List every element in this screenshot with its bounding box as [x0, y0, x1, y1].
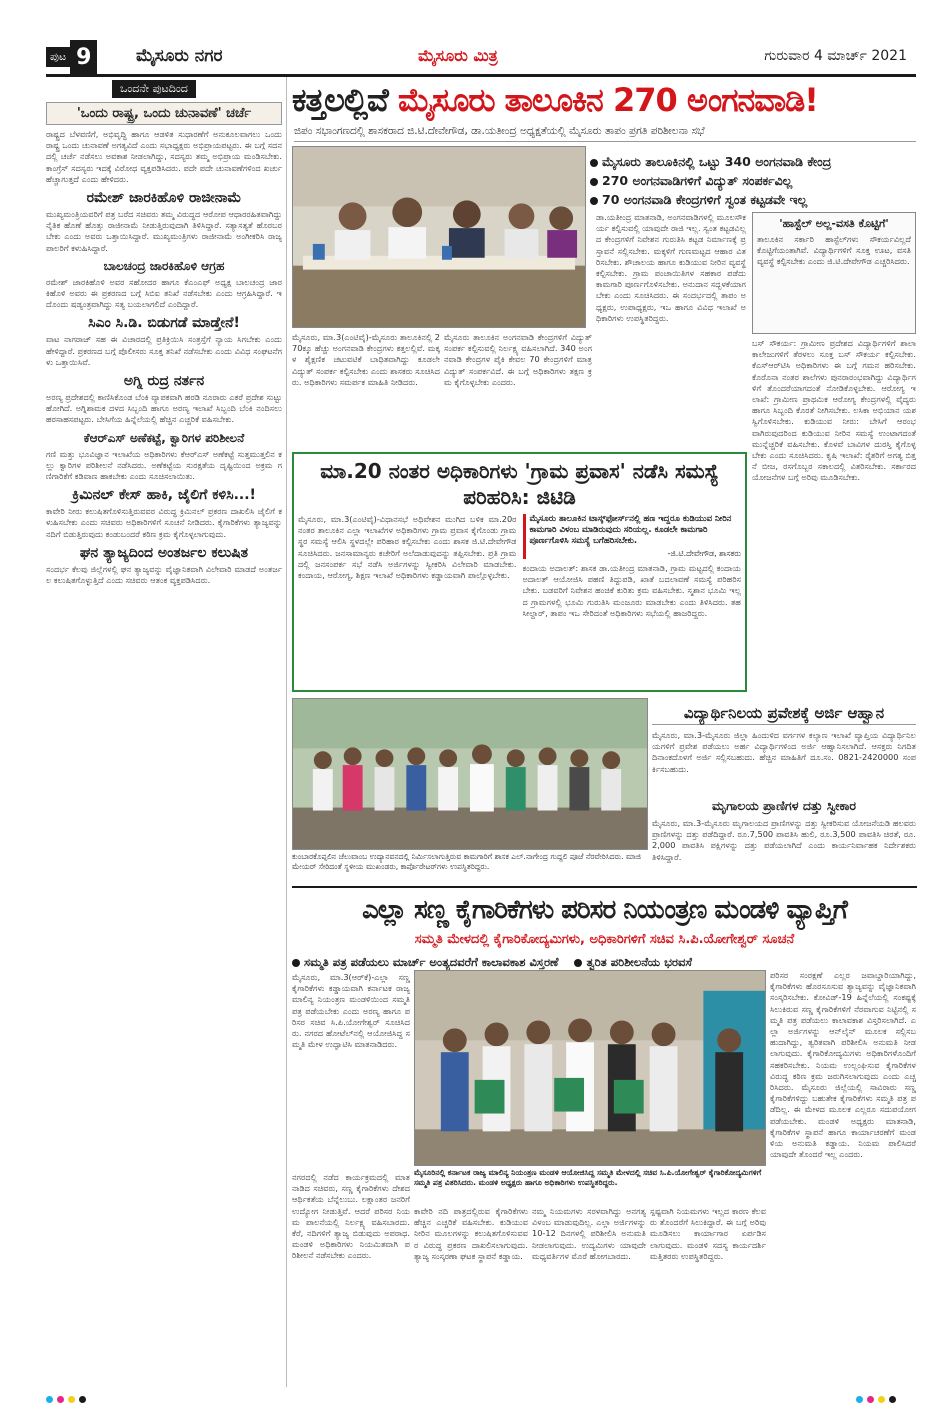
left-subhead-1: ರಮೇಶ್ ಜಾರಕಿಹೊಳಿ ರಾಜೀನಾಮೆ — [86, 190, 242, 207]
pollution-story-col-4: ನಮ್ಮ ನಿಯಮಗಳು ಸರಳವಾಗಿದ್ದು ಅನಗತ್ಯ ವಿಳಂಬ ಮಾಡುವುದಿಲ್ಲ. ಎಲ್ಲಾ ಅರ್ಜಿಗಳನ್ನು 10-12 ದಿನಗಳಲ್ಲಿ ಪರಿಶೀಲಿಸಿ ಅನುಮತಿ ನೀಡಲಾಗುವುದು. ಉದ್ಯಮಿಗಳು ಯಾವುದೇ ಮಧ್ಯವರ್ತಿಗಳ ಮೊರೆ ಹೋಗಬಾರದು. — [532, 1206, 646, 1261]
pollution-subline: ಸಮ್ಮತಿ ಮೇಳದಲ್ಲಿ ಕೈಗಾರಿಕೋದ್ಯಮಿಗಳು, ಅಧಿಕಾರಿಗಳಿಗೆ ಸಚಿವ ಸಿ.ಪಿ.ಯೋಗೇಶ್ವರ್ ಸೂಚನೆ — [414, 932, 795, 947]
pollution-bullets — [292, 952, 917, 971]
box-col-2-text: ಕಂದಾಯ ಅದಾಲತ್: ಶಾಸಕ ಡಾ.ಯತೀಂದ್ರ ಮಾತನಾಡಿ, ಗ್ರಾಮ ಮಟ್ಟದಲ್ಲಿ ಕಂದಾಯ ಅದಾಲತ್ ಆಯೋಜಿಸಿ ಪಹಣಿ ತಿದ್ದುಪಡಿ, ಖಾತೆ ಬದಲಾವಣೆ ಸಮಸ್ಯೆ ಪರಿಹರಿಸಬೇಕು. ಬಡವರಿಗೆ ನಿವೇಶನ ಹಂಚಿಕೆ ಕುರಿತು ಕ್ರಮ ವಹಿಸಬೇಕು. ಸ್ಮಶಾನ ಭೂಮಿ ಇಲ್ಲದ ಗ್ರಾಮಗಳಲ್ಲಿ ಭೂಮಿ ಗುರುತಿಸಿ ಮಂಜೂರು ಮಾಡಬೇಕು ಎಂದು ತಿಳಿಸಿದರು. ತಹಸೀಲ್ದಾರ್, ತಾಪಂ ಇಒ ಸೇರಿದಂತೆ ಅಧಿಕಾರಿಗಳು ಸಭೆಯಲ್ಲಿ ಹಾಜರಿದ್ದರು. — [522, 563, 741, 618]
lead-story-col-4: ಬಸ್ ಸೌಕರ್ಯ: ಗ್ರಾಮೀಣ ಪ್ರದೇಶದ ವಿದ್ಯಾರ್ಥಿಗಳಿಗೆ ಶಾಲಾ ಕಾಲೇಜುಗಳಿಗೆ ತೆರಳಲು ಸೂಕ್ತ ಬಸ್ ಸೌಕರ್ಯ ಕಲ್ಪಿಸಬೇಕು. ಕೆಎಸ್‌ಆರ್‌ಟಿಸಿ ಅಧಿಕಾರಿಗಳು ಈ ಬಗ್ಗೆ ಗಮನ ಹರಿಸಬೇಕು. ಕೊರೊನಾ ನಂತರ ಶಾಲೆಗಳು ಪುನರಾರಂಭವಾಗಿದ್ದು ವಿದ್ಯಾರ್ಥಿಗಳಿಗೆ ತೊಂದರೆಯಾಗದಂತೆ ನೋಡಿಕೊಳ್ಳಬೇಕು. ಆರೋಗ್ಯ ಇಲಾಖೆ: ಗ್ರಾಮೀಣ ಪ್ರಾಥಮಿಕ ಆರೋಗ್ಯ ಕೇಂದ್ರಗಳಲ್ಲಿ ವೈದ್ಯರು ಹಾಗೂ ಸಿಬ್ಬಂದಿ ಕೊರತೆ ನೀಗಿಸಬೇಕು. ಲಸಿಕಾ ಅಭಿಯಾನ ಯಶಸ್ವಿಗೊಳಿಸಬೇಕು. ಕುಡಿಯುವ ನೀರು: ಬೇಸಿಗೆ ಆರಂಭವಾಗಿರುವುದರಿಂದ ಕುಡಿಯುವ ನೀರಿನ ಸಮಸ್ಯೆ ಉಂಟಾಗದಂತೆ ಮುನ್ನೆಚ್ಚರಿಕೆ ವಹಿಸಬೇಕು. ಕೊಳವೆ ಬಾವಿಗಳ ದುರಸ್ತಿ ಕೈಗೊಳ್ಳಬೇಕು ಎಂದು ಸೂಚಿಸಿದರು. ಕೃಷಿ ಇಲಾಖೆ: ರೈತರಿಗೆ ಅಗತ್ಯ ಬಿತ್ತನೆ ಬೀಜ, ರಸಗೊಬ್ಬರ ಸಕಾಲದಲ್ಲಿ ವಿತರಿಸಬೇಕು. ಸರ್ಕಾರದ ಯೋಜನೆಗಳ ಬಗ್ಗೆ ಅರಿವು ಮೂಡಿಸಬೇಕು. — [752, 338, 916, 483]
pollution-story-col-1: ಮೈಸೂರು, ಮಾ.3(ಆರ್‌ಕೆ)-ಎಲ್ಲಾ ಸಣ್ಣ ಕೈಗಾರಿಕೆಗಳು ಕಡ್ಡಾಯವಾಗಿ ಕರ್ನಾಟಕ ರಾಜ್ಯ ಮಾಲಿನ್ಯ ನಿಯಂತ್ರಣ ಮಂಡಳಿಯಿಂದ ಸಮ್ಮತಿ ಪತ್ರ ಪಡೆಯಬೇಕು ಎಂದು ಅರಣ್ಯ ಹಾಗೂ ಪರಿಸರ ಸಚಿವ ಸಿ.ಪಿ.ಯೋಗೇಶ್ವರ್ ಸೂಚಿಸಿದರು. ನಗರದ ಹೋಟೆಲ್‌ನಲ್ಲಿ ಆಯೋಜಿಸಿದ್ದ ಸಮ್ಮತಿ ಮೇಳ ಉದ್ಘಾಟಿಸಿ ಮಾತನಾಡಿದರು. — [292, 972, 410, 1050]
left-body-1: ರಾಷ್ಟ್ರದ ಬೆಳವಣಿಗೆ, ಅಭಿವೃದ್ಧಿ ಹಾಗೂ ಆಡಳಿತ ಸುಧಾರಣೆಗೆ ಅನುಕೂಲವಾಗಲು ಒಂದು ರಾಷ್ಟ್ರ ಒಂದು ಚುನಾವಣೆ ಅಗತ್ಯವಿದೆ ಎಂದು ಸಭಾಧ್ಯಕ್ಷರು ಅಭಿಪ್ರಾಯಪಟ್ಟರು. ಈ ಬಗ್ಗೆ ಸದನದಲ್ಲಿ ಚರ್ಚೆ ನಡೆಸಲು ಅವಕಾಶ ನೀಡಲಾಗಿದ್ದು, ಸದಸ್ಯರು ತಮ್ಮ ಅಭಿಪ್ರಾಯ ಮಂಡಿಸಬೇಕು. ಕಾಂಗ್ರೆಸ್ ಸದಸ್ಯರು ಇದಕ್ಕೆ ವಿರೋಧ ವ್ಯಕ್ತಪಡಿಸಿದರು. ಪದೇ ಪದೇ ಚುನಾವಣೆಗಳಿಂದ ಖರ್ಚು ಹೆಚ್ಚಾಗುತ್ತದೆ ಎಂದು ಹೇಳಿದರು. — [46, 129, 282, 184]
bullet-dot-icon — [590, 178, 598, 186]
paper-name: ಮೈಸೂರು ಮಿತ್ರ — [418, 46, 498, 65]
pollution-bullet: ಸಮ್ಮತಿ ಪತ್ರ ಪಡೆಯಲು ಮಾರ್ಚ್ ಅಂತ್ಯದವರೆಗೆ ಕಾಲಾವಕಾಶ ವಿಸ್ತರಣೆ — [292, 952, 558, 971]
hostel-sidebar-text: ತಾಲೂಕಿನ ಸರ್ಕಾರಿ ಹಾಸ್ಟೆಲ್‌ಗಳು ಸೌಕರ್ಯವಿಲ್ಲದೆ ಕೊಟ್ಟಿಗೆಯಂತಾಗಿವೆ. ವಿದ್ಯಾರ್ಥಿಗಳಿಗೆ ಸೂಕ್ತ ಊಟ, ವಸತಿ ವ್ಯವಸ್ಥೆ ಕಲ್ಪಿಸಬೇಕು ಎಂದು ಜಿ.ಟಿ.ದೇವೇಗೌಡ ಎಚ್ಚರಿಸಿದರು. — [757, 234, 911, 267]
left-subhead-3: ಸಿಎಂ ಸಿ.ಡಿ. ಬಿಡುಗಡೆ ಮಾಡ್ತೇನೆ! — [88, 315, 240, 332]
left-column — [46, 77, 282, 1387]
lead-headline-part-b: ಮೈಸೂರು ತಾಲೂಕಿನ 270 ಅಂಗನವಾಡಿ! — [397, 81, 818, 119]
left-subhead-7: ಘನ ತ್ಯಾಜ್ಯದಿಂದ ಅಂತರ್ಜಲ ಕಲುಷಿತ — [79, 544, 249, 561]
left-column-title: 'ಒಂದು ರಾಷ್ಟ್ರ, ಒಂದು ಚುನಾವಣೆ' ಚರ್ಚೆ — [46, 102, 282, 125]
lead-bullets — [590, 152, 917, 209]
zoo-adoption-text: ಮೈಸೂರು, ಮಾ.3-ಮೈಸೂರು ಮೃಗಾಲಯದ ಪ್ರಾಣಿಗಳನ್ನು ದತ್ತು ಸ್ವೀಕರಿಸುವ ಯೋಜನೆಯಡಿ ಹಲವರು ಪ್ರಾಣಿಗಳನ್ನು ದತ್ತು ಪಡೆದಿದ್ದಾರೆ. ರೂ.7,500 ಪಾವತಿಸಿ ಹುಲಿ, ರೂ.3,500 ಪಾವತಿಸಿ ಚಿರತೆ, ರೂ.2,000 ಪಾವತಿಸಿ ಪಕ್ಷಿಗಳನ್ನು ದತ್ತು ಪಡೆಯಲಾಗಿದೆ ಎಂದು ಕಾರ್ಯನಿರ್ವಾಹಕ ನಿರ್ದೇಶಕರು ತಿಳಿಸಿದ್ದಾರೆ. — [652, 818, 916, 862]
box-col-1: ಮೈಸೂರು, ಮಾ.3(ಎಂಟಿವೈ)-ವಿಧಾನಸಭೆ ಅಧಿವೇಶನ ಮುಗಿದ ಬಳಿಕ ಮಾ.20ರ ನಂತರ ತಾಲೂಕಿನ ಎಲ್ಲಾ ಇಲಾಖೆಗಳ ಅಧಿಕಾರಿಗಳು ಗ್ರಾಮ ಪ್ರವಾಸ ಕೈಗೊಂಡು ಗ್ರಾಮಸ್ಥರ ಸಮಸ್ಯೆ ಆಲಿಸಿ ಸ್ಥಳದಲ್ಲೇ ಪರಿಹಾರ ಕಲ್ಪಿಸಬೇಕು ಎಂದು ಶಾಸಕ ಜಿ.ಟಿ.ದೇವೇಗೌಡ ಸೂಚಿಸಿದರು. ಜನಸಾಮಾನ್ಯರು ಕಚೇರಿಗೆ ಅಲೆದಾಡುವುದನ್ನು ತಪ್ಪಿಸಬೇಕು. ಪ್ರತಿ ಗ್ರಾಮದಲ್ಲಿ ಜನಸಂಪರ್ಕ ಸಭೆ ನಡೆಸಿ ಅರ್ಜಿಗಳನ್ನು ಸ್ವೀಕರಿಸಿ ವಿಲೇವಾರಿ ಮಾಡಬೇಕು. ಕಂದಾಯ, ಆರೋಗ್ಯ, ಶಿಕ್ಷಣ ಇಲಾಖೆ ಅಧಿಕಾರಿಗಳು ಕಡ್ಡಾಯವಾಗಿ ಪಾಲ್ಗೊಳ್ಳಬೇಕು. — [298, 514, 517, 581]
bullet-dot-icon — [590, 197, 598, 205]
bullet-dot-icon — [590, 159, 598, 167]
zoo-adoption-headline: ಮೃಗಾಲಯ ಪ್ರಾಣಿಗಳ ದತ್ತು ಸ್ವೀಕಾರ — [711, 798, 857, 813]
lead-story-col-2: ಮೈಸೂರು ತಾಲೂಕಿನ ಅಂಗನವಾಡಿ ಕೇಂದ್ರಗಳಿಗೆ ವಿದ್ಯುತ್ ಸಂಪರ್ಕ ಕಲ್ಪಿಸುವಲ್ಲಿ ನಿರ್ಲಕ್ಷ್ಯ ವಹಿಸಲಾಗಿದೆ. 340 ಅಂಗನವಾಡಿ ಕೇಂದ್ರಗಳ ಪೈಕಿ ಕೇವಲ 70 ಕೇಂದ್ರಗಳಿಗೆ ಮಾತ್ರ ವಿದ್ಯುತ್ ಸಂಪರ್ಕವಿದೆ. ಈ ಬಗ್ಗೆ ಅಧಿಕಾರಿಗಳು ತಕ್ಷಣ ಕ್ರಮ ಕೈಗೊಳ್ಳಬೇಕು ಎಂದರು. — [444, 332, 592, 387]
left-subhead-2: ಬಾಲಚಂದ್ರ ಜಾರಕಿಹೊಳಿ ಆಗ್ರಹ — [103, 258, 225, 273]
bullet-dot-icon — [574, 959, 582, 967]
left-body-4: ವಾಟ ನಾಗರಾಜ್ ಸಹ ಈ ವಿಚಾರದಲ್ಲಿ ಪ್ರತಿಕ್ರಿಯಿಸಿ ಸಂತ್ರಸ್ತೆಗೆ ನ್ಯಾಯ ಸಿಗಬೇಕು ಎಂದು ಹೇಳಿದ್ದಾರೆ. ಪ್ರಕರಣದ ಬಗ್ಗೆ ಪೊಲೀಸರು ಸೂಕ್ತ ತನಿಖೆ ನಡೆಸಬೇಕು ಎಂದು ವಿವಿಧ ಸಂಘಟನೆಗಳು ಒತ್ತಾಯಿಸಿವೆ. — [46, 334, 282, 367]
sammati-mela-caption: ಮೈಸೂರಿನಲ್ಲಿ ಕರ್ನಾಟಕ ರಾಜ್ಯ ಮಾಲಿನ್ಯ ನಿಯಂತ್ರಣ ಮಂಡಳಿ ಆಯೋಜಿಸಿದ್ದ ಸಮ್ಮತಿ ಮೇಳದಲ್ಲಿ ಸಚಿವ ಸಿ.ಪಿ.ಯೋಗೇಶ್ವರ್ ಕೈಗಾರಿಕೋದ್ಯಮಿಗಳಿಗೆ ಸಮ್ಮತಿ ಪತ್ರ ವಿತರಿಸಿದರು. ಮಂಡಳಿ ಅಧ್ಯಕ್ಷರು ಹಾಗೂ ಅಧಿಕಾರಿಗಳು ಉಪಸ್ಥಿತರಿದ್ದರು. — [414, 1168, 762, 1188]
continued-tag: ಒಂದನೇ ಪುಟದಿಂದ — [112, 80, 196, 98]
hostel-sidebar-box — [752, 212, 916, 334]
hostel-admission-text: ಮೈಸೂರು, ಮಾ.3-ಮೈಸೂರು ಜಿಲ್ಲಾ ಹಿಂದುಳಿದ ವರ್ಗಗಳ ಕಲ್ಯಾಣ ಇಲಾಖೆ ವ್ಯಾಪ್ತಿಯ ವಿದ್ಯಾರ್ಥಿನಿಲಯಗಳಿಗೆ ಪ್ರವೇಶ ಪಡೆಯಲು ಅರ್ಹ ವಿದ್ಯಾರ್ಥಿಗಳಿಂದ ಅರ್ಜಿ ಆಹ್ವಾನಿಸಲಾಗಿದೆ. ಆಸಕ್ತರು ನಿಗದಿತ ದಿನಾಂಕದೊಳಗೆ ಅರ್ಜಿ ಸಲ್ಲಿಸಬಹುದು. ಹೆಚ್ಚಿನ ಮಾಹಿತಿಗೆ ದೂ.ಸಂ. 0821-2420000 ಸಂಪರ್ಕಿಸಬಹುದು. — [652, 730, 916, 774]
lead-story-col-1: ಮೈಸೂರು, ಮಾ.3(ಎಂಟಿವೈ)-ಮೈಸೂರು ತಾಲೂಕಿನಲ್ಲಿ 270ಕ್ಕೂ ಹೆಚ್ಚು ಅಂಗನವಾಡಿ ಕೇಂದ್ರಗಳು ಕತ್ತಲಲ್ಲಿವೆ. ಮಕ್ಕಳ ಶೈಕ್ಷಣಿಕ ಚಟುವಟಿಕೆ ಬಾಧಿತವಾಗಿದ್ದು ಕೂಡಲೇ ವಿದ್ಯುತ್ ಸಂಪರ್ಕ ಕಲ್ಪಿಸಬೇಕು ಎಂದು ಶಾಸಕರು ಸೂಚಿಸಿದರು. ಅಧಿಕಾರಿಗಳು ಸಮರ್ಪಕ ಮಾಹಿತಿ ನೀಡಿದರು. — [292, 332, 440, 387]
left-body-7: ಕಾವೇರಿ ನೀರು ಕಲುಷಿತಗೊಳಿಸುತ್ತಿರುವವರ ವಿರುದ್ಧ ಕ್ರಿಮಿನಲ್ ಪ್ರಕರಣ ದಾಖಲಿಸಿ ಜೈಲಿಗೆ ಕಳುಹಿಸಬೇಕು ಎಂದು ಸಚಿವರು ಅಧಿಕಾರಿಗಳಿಗೆ ಸೂಚನೆ ನೀಡಿದರು. ಕೈಗಾರಿಕೆಗಳು ತ್ಯಾಜ್ಯವನ್ನು ನದಿಗೆ ಬಿಡುತ್ತಿರುವುದು ಕಂಡುಬಂದರೆ ಕಠಿಣ ಕ್ರಮ ಕೈಗೊಳ್ಳಲಾಗುವುದು. — [46, 506, 282, 539]
pollution-bullet: ತ್ವರಿತ ಪರಿಶೀಲನೆಯ ಭರವಸೆ — [574, 952, 692, 971]
pollution-story-col-3: ಕಾವೇರಿ ನದಿ ಪಾತ್ರದಲ್ಲಿರುವ ಕೈಗಾರಿಕೆಗಳು ಹೆಚ್ಚಿನ ಎಚ್ಚರಿಕೆ ವಹಿಸಬೇಕು. ಕುಡಿಯುವ ನೀರಿನ ಮೂಲಗಳನ್ನು ಕಲುಷಿತಗೊಳಿಸುವವರ ವಿರುದ್ಧ ಪ್ರಕರಣ ದಾಖಲಿಸಲಾಗುವುದು. ತ್ಯಾಜ್ಯ ಸಂಸ್ಕರಣಾ ಘಟಕ ಸ್ಥಾಪನೆ ಕಡ್ಡಾಯ. — [414, 1206, 528, 1261]
ground-breaking-photo — [292, 698, 648, 850]
page-label: ಪುಟ — [46, 47, 70, 67]
sammati-mela-photo — [414, 970, 766, 1166]
issue-date: ಗುರುವಾರ 4 ಮಾರ್ಚ್ 2021 — [764, 48, 907, 64]
quote-author: -ಜಿ.ಟಿ.ದೇವೇಗೌಡ, ಶಾಸಕರು — [667, 549, 741, 558]
section-name: ಮೈಸೂರು ನಗರ — [136, 46, 223, 66]
ground-breaking-caption: ಕುಂಬಾರಕೊಪ್ಪಲಿನ ಚೆಲುವಾಂಬ ಉದ್ಯಾನವನದಲ್ಲಿ ನಿರ್ಮಿಸಲಾಗುತ್ತಿರುವ ಕಾಮಗಾರಿಗೆ ಶಾಸಕ ಎಲ್.ನಾಗೇಂದ್ರ ಗುದ್ದಲಿ ಪೂಜೆ ನೆರವೇರಿಸಿದರು. ಮಾಜಿ ಮೇಯರ್ ಸೇರಿದಂತೆ ಸ್ಥಳೀಯ ಮುಖಂಡರು, ಕಾರ್ಪೊರೇಟರ್‌ಗಳು ಉಪಸ್ಥಿತರಿದ್ದರು. — [292, 852, 641, 872]
left-body-8: ಸಂದರ್ಭ ಕೆಲವು ಜಿಲ್ಲೆಗಳಲ್ಲಿ ಘನ ತ್ಯಾಜ್ಯವನ್ನು ವೈಜ್ಞಾನಿಕವಾಗಿ ವಿಲೇವಾರಿ ಮಾಡದೆ ಅಂತರ್ಜಲ ಕಲುಷಿತಗೊಳ್ಳುತ್ತಿದೆ ಎಂದು ಸಚಿವರು ಆತಂಕ ವ್ಯಕ್ತಪಡಿಸಿದರು. — [46, 563, 282, 586]
pollution-headline: ಎಲ್ಲಾ ಸಣ್ಣ ಕೈಗಾರಿಕೆಗಳು ಪರಿಸರ ನಿಯಂತ್ರಣ ಮಂಡಳಿ ವ್ಯಾಪ್ತಿಗೆ — [362, 895, 847, 925]
box-headline: ಮಾ.20 ನಂತರ ಅಧಿಕಾರಿಗಳು 'ಗ್ರಾಮ ಪ್ರವಾಸ' ನಡೆಸಿ ಸಮಸ್ಯೆ ಪರಿಹರಿಸಿ: ಜಿಟಿಡಿ — [320, 459, 719, 509]
registration-marks-left — [46, 1396, 106, 1404]
left-subhead-5: ಕೆಆರ್‌ಎಸ್ ಅಣೆಕಟ್ಟೆ, ಕ್ವಾರಿಗಳ ಪರಿಶೀಲನೆ — [83, 430, 245, 445]
page-number: 9 — [70, 40, 97, 74]
grama-pravasa-box — [292, 452, 747, 692]
quote-box — [523, 514, 742, 559]
left-body-2: ಮುಖ್ಯಮಂತ್ರಿಯವರಿಗೆ ಪತ್ರ ಬರೆದ ಸಚಿವರು ತಮ್ಮ ವಿರುದ್ಧದ ಆರೋಪ ಆಧಾರರಹಿತವಾಗಿದ್ದು ನೈತಿಕ ಹೊಣೆ ಹೊತ್ತು ರಾಜೀನಾಮೆ ನೀಡುತ್ತಿರುವುದಾಗಿ ತಿಳಿಸಿದ್ದಾರೆ. ಸತ್ಯಾಸತ್ಯತೆ ಹೊರಬರಬೇಕು ಎಂದು ಅವರು ಒತ್ತಾಯಿಸಿದ್ದಾರೆ. ಮುಖ್ಯಮಂತ್ರಿಗಳು ರಾಜೀನಾಮೆ ಅಂಗೀಕರಿಸಿ ರಾಜ್ಯಪಾಲರಿಗೆ ಕಳುಹಿಸಿದ್ದಾರೆ. — [46, 209, 282, 253]
box-columns — [298, 514, 741, 692]
column-separator — [286, 77, 287, 1387]
lead-headline-part-a: ಕತ್ತಲಲ್ಲಿವೆ — [292, 81, 398, 119]
left-subhead-4: ಅಗ್ನಿ ರುದ್ರ ನರ್ತನ — [123, 373, 205, 390]
page-number-box — [46, 40, 126, 74]
section-rule — [292, 886, 917, 888]
masthead — [28, 40, 917, 76]
left-body-3: ರಮೇಶ್ ಜಾರಕಿಹೊಳಿ ಅವರ ಸಹೋದರ ಹಾಗೂ ಕೆಎಂಎಫ್ ಅಧ್ಯಕ್ಷ ಬಾಲಚಂದ್ರ ಜಾರಕಿಹೊಳಿ ಅವರು ಈ ಪ್ರಕರಣದ ಬಗ್ಗೆ ಸಿಬಿಐ ತನಿಖೆ ನಡೆಸಬೇಕು ಎಂದು ಆಗ್ರಹಿಸಿದ್ದಾರೆ. ಇದೊಂದು ಷಡ್ಯಂತ್ರವಾಗಿದ್ದು ಸತ್ಯ ಬಯಲಾಗಲಿದೆ ಎಂದಿದ್ದಾರೆ. — [46, 276, 282, 310]
box-col-2 — [523, 514, 742, 692]
quote-text: ಮೈಸೂರು ತಾಲೂಕಿನ ಟಾಸ್ಕ್‌ಫೋರ್ಸ್‌ನಲ್ಲಿ ಹಣ ಇದ್ದರೂ ಕುಡಿಯುವ ನೀರಿನ ಕಾಮಗಾರಿ ವಿಳಂಬ ಮಾಡಿರುವುದು ಸರಿಯಲ್ಲ. ಕೂಡಲೇ ಕಾಮಗಾರಿ ಪೂರ್ಣಗೊಳಿಸಿ ಸಮಸ್ಯೆ ಬಗೆಹರಿಸಬೇಕು. — [529, 514, 732, 546]
left-subhead-6: ಕ್ರಿಮಿನಲ್ ಕೇಸ್ ಹಾಕಿ, ಜೈಲಿಗೆ ಕಳಿಸಿ...! — [72, 487, 256, 504]
hostel-admission-headline: ವಿದ್ಯಾರ್ಥಿನಿಲಯ ಪ್ರವೇಶಕ್ಕೆ ಅರ್ಜಿ ಆಹ್ವಾನ — [652, 704, 916, 725]
lead-bullet: ಮೈಸೂರು ತಾಲೂಕಿನಲ್ಲಿ ಒಟ್ಟು 340 ಅಂಗನವಾಡಿ ಕೇಂದ್ರ — [590, 152, 917, 171]
pollution-story-col-2: ನಗರದಲ್ಲಿ ನಡೆದ ಕಾರ್ಯಕ್ರಮದಲ್ಲಿ ಮಾತನಾಡಿದ ಸಚಿವರು, ಸಣ್ಣ ಕೈಗಾರಿಕೆಗಳು ದೇಶದ ಆರ್ಥಿಕತೆಯ ಬೆನ್ನೆಲುಬು. ಲಕ್ಷಾಂತರ ಜನರಿಗೆ ಉದ್ಯೋಗ ನೀಡುತ್ತಿವೆ. ಆದರೆ ಪರಿಸರ ನಿಯಮ ಪಾಲನೆಯಲ್ಲಿ ನಿರ್ಲಕ್ಷ್ಯ ವಹಿಸಬಾರದು. ಕೆರೆ, ನದಿಗಳಿಗೆ ತ್ಯಾಜ್ಯ ಬಿಡುವುದು ಅಪರಾಧ. ಮಂಡಳಿ ಅಧಿಕಾರಿಗಳು ನಿಯಮಿತವಾಗಿ ಪರಿಶೀಲನೆ ನಡೆಸಬೇಕು ಎಂದರು. — [292, 1172, 410, 1261]
registration-marks-right — [856, 1396, 916, 1404]
lead-bullet: 70 ಅಂಗನವಾಡಿ ಕೇಂದ್ರಗಳಿಗೆ ಸ್ವಂತ ಕಟ್ಟಡವೇ ಇಲ್ಲ — [590, 190, 917, 209]
lead-bullet: 270 ಅಂಗನವಾಡಿಗಳಿಗೆ ವಿದ್ಯುತ್ ಸಂಪರ್ಕವಿಲ್ಲ — [590, 171, 917, 190]
pollution-story-col-5: ಸ್ಪಷ್ಟವಾಗಿ ನಿಯಮಗಳು ಇಲ್ಲದ ಕಾರಣ ಕೆಲವರು ತೊಂದರೆಗೆ ಸಿಲುಕಿದ್ದಾರೆ. ಈ ಬಗ್ಗೆ ಅರಿವು ಮೂಡಿಸಲು ಕಾರ್ಯಾಗಾರ ಏರ್ಪಡಿಸಲಾಗುವುದು. ಮಂಡಳಿ ಸದಸ್ಯ ಕಾರ್ಯದರ್ಶಿ ಮತ್ತಿತರರು ಉಪಸ್ಥಿತರಿದ್ದರು. — [650, 1206, 766, 1261]
left-body-5: ಅರಣ್ಯ ಪ್ರದೇಶದಲ್ಲಿ ಕಾಣಿಸಿಕೊಂಡ ಬೆಂಕಿ ವ್ಯಾಪಕವಾಗಿ ಹರಡಿ ನೂರಾರು ಎಕರೆ ಪ್ರದೇಶ ಸುಟ್ಟು ಹೋಗಿದೆ. ಅಗ್ನಿಶಾಮಕ ದಳದ ಸಿಬ್ಬಂದಿ ಹಾಗೂ ಅರಣ್ಯ ಇಲಾಖೆ ಸಿಬ್ಬಂದಿ ಬೆಂಕಿ ನಂದಿಸಲು ಹರಸಾಹಸಪಟ್ಟರು. ಬೇಸಿಗೆಯ ಹಿನ್ನೆಲೆಯಲ್ಲಿ ಹೆಚ್ಚಿನ ಎಚ್ಚರಿಕೆ ವಹಿಸಬೇಕು. — [46, 392, 282, 425]
meeting-photo — [292, 146, 586, 328]
pollution-story-col-right: ಪರಿಸರ ಸಂರಕ್ಷಣೆ ಎಲ್ಲರ ಜವಾಬ್ದಾರಿಯಾಗಿದ್ದು, ಕೈಗಾರಿಕೆಗಳು ಹೊರಸೂಸುವ ತ್ಯಾಜ್ಯವನ್ನು ವೈಜ್ಞಾನಿಕವಾಗಿ ಸಂಸ್ಕರಿಸಬೇಕು. ಕೋವಿಡ್-19 ಹಿನ್ನೆಲೆಯಲ್ಲಿ ಸಂಕಷ್ಟಕ್ಕೆ ಸಿಲುಕಿರುವ ಸಣ್ಣ ಕೈಗಾರಿಕೆಗಳಿಗೆ ನೆರವಾಗುವ ನಿಟ್ಟಿನಲ್ಲಿ ಸಮ್ಮತಿ ಪತ್ರ ಪಡೆಯಲು ಕಾಲಾವಕಾಶ ವಿಸ್ತರಿಸಲಾಗಿದೆ. ಎಲ್ಲಾ ಅರ್ಜಿಗಳನ್ನು ಆನ್‌ಲೈನ್ ಮೂಲಕ ಸಲ್ಲಿಸಬಹುದಾಗಿದ್ದು, ತ್ವರಿತವಾಗಿ ಪರಿಶೀಲಿಸಿ ಅನುಮತಿ ನೀಡಲಾಗುವುದು. ಕೈಗಾರಿಕೋದ್ಯಮಿಗಳು ಅಧಿಕಾರಿಗಳೊಂದಿಗೆ ಸಹಕರಿಸಬೇಕು. ನಿಯಮ ಉಲ್ಲಂಘಿಸುವ ಕೈಗಾರಿಕೆಗಳ ವಿರುದ್ಧ ಕಠಿಣ ಕ್ರಮ ಜರುಗಿಸಲಾಗುವುದು ಎಂದು ಎಚ್ಚರಿಸಿದರು. ಮೈಸೂರು ಜಿಲ್ಲೆಯಲ್ಲಿ ಸಾವಿರಾರು ಸಣ್ಣ ಕೈಗಾರಿಕೆಗಳಿದ್ದು ಬಹುತೇಕ ಕೈಗಾರಿಕೆಗಳು ಸಮ್ಮತಿ ಪತ್ರ ಪಡೆದಿಲ್ಲ. ಈ ಮೇಳದ ಮೂಲಕ ಎಲ್ಲರೂ ಸದುಪಯೋಗ ಪಡೆಯಬೇಕು. ಮಂಡಳಿ ಅಧ್ಯಕ್ಷರು ಮಾತನಾಡಿ, ಕೈಗಾರಿಕೆಗಳ ಸ್ಥಾಪನೆ ಹಾಗೂ ಕಾರ್ಯಾಚರಣೆಗೆ ಮಂಡಳಿಯ ಅನುಮತಿ ಕಡ್ಡಾಯ. ನಿಯಮ ಪಾಲಿಸಿದರೆ ಯಾವುದೇ ತೊಂದರೆ ಇಲ್ಲ ಎಂದರು. — [770, 970, 916, 1160]
lead-story-col-3: ಡಾ.ಯತೀಂದ್ರ ಮಾತನಾಡಿ, ಅಂಗನವಾಡಿಗಳಲ್ಲಿ ಮೂಲಸೌಕರ್ಯ ಕಲ್ಪಿಸುವಲ್ಲಿ ಯಾವುದೇ ರಾಜಿ ಇಲ್ಲ. ಸ್ವಂತ ಕಟ್ಟಡವಿಲ್ಲದ ಕೇಂದ್ರಗಳಿಗೆ ನಿವೇಶನ ಗುರುತಿಸಿ ಕಟ್ಟಡ ನಿರ್ಮಾಣಕ್ಕೆ ಪ್ರಸ್ತಾವನೆ ಸಲ್ಲಿಸಬೇಕು. ಮಕ್ಕಳಿಗೆ ಗುಣಮಟ್ಟದ ಆಹಾರ ವಿತರಿಸಬೇಕು. ಶೌಚಾಲಯ ಹಾಗೂ ಕುಡಿಯುವ ನೀರಿನ ವ್ಯವಸ್ಥೆ ಕಲ್ಪಿಸಬೇಕು. ಗ್ರಾಮ ಪಂಚಾಯಿತಿಗಳ ಸಹಕಾರ ಪಡೆದು ಕಾಮಗಾರಿ ಪೂರ್ಣಗೊಳಿಸಬೇಕು. ಅನುದಾನ ಸದ್ಬಳಕೆಯಾಗಬೇಕು ಎಂದು ಸೂಚಿಸಿದರು. ಈ ಸಂದರ್ಭದಲ್ಲಿ ತಾಪಂ ಅಧ್ಯಕ್ಷರು, ಉಪಾಧ್ಯಕ್ಷರು, ಇಒ ಹಾಗೂ ವಿವಿಧ ಇಲಾಖೆ ಅಧಿಕಾರಿಗಳು ಉಪಸ್ಥಿತರಿದ್ದರು. — [596, 212, 746, 323]
left-body-6: ಗಣಿ ಮತ್ತು ಭೂವಿಜ್ಞಾನ ಇಲಾಖೆಯ ಅಧಿಕಾರಿಗಳು ಕೆಆರ್‌ಎಸ್ ಅಣೆಕಟ್ಟೆ ಸುತ್ತಮುತ್ತಲಿನ ಕಲ್ಲು ಕ್ವಾರಿಗಳ ಪರಿಶೀಲನೆ ನಡೆಸಿದರು. ಅಣೆಕಟ್ಟೆಯ ಸುರಕ್ಷತೆಯ ದೃಷ್ಟಿಯಿಂದ ಅಕ್ರಮ ಗಣಿಗಾರಿಕೆಗೆ ಕಡಿವಾಣ ಹಾಕಬೇಕು ಎಂದು ಸೂಚಿಸಲಾಯಿತು. — [46, 448, 282, 482]
lead-headline — [292, 80, 917, 120]
lead-subline: ಜಿಪಂ ಸಭಾಂಗಣದಲ್ಲಿ ಶಾಸಕರಾದ ಜಿ.ಟಿ.ದೇವೇಗೌಡ, ಡಾ.ಯತೀಂದ್ರ ಅಧ್ಯಕ್ಷತೆಯಲ್ಲಿ ಮೈಸೂರು ತಾಪಂ ಪ್ರಗತಿ ಪರಿಶೀಲನಾ ಸಭೆ — [294, 124, 916, 142]
bullet-dot-icon — [292, 959, 300, 967]
hostel-sidebar-title: 'ಹಾಸ್ಟೆಲ್ ಅಲ್ಲ-ವಸತಿ ಕೊಟ್ಟಿಗೆ' — [779, 217, 889, 230]
